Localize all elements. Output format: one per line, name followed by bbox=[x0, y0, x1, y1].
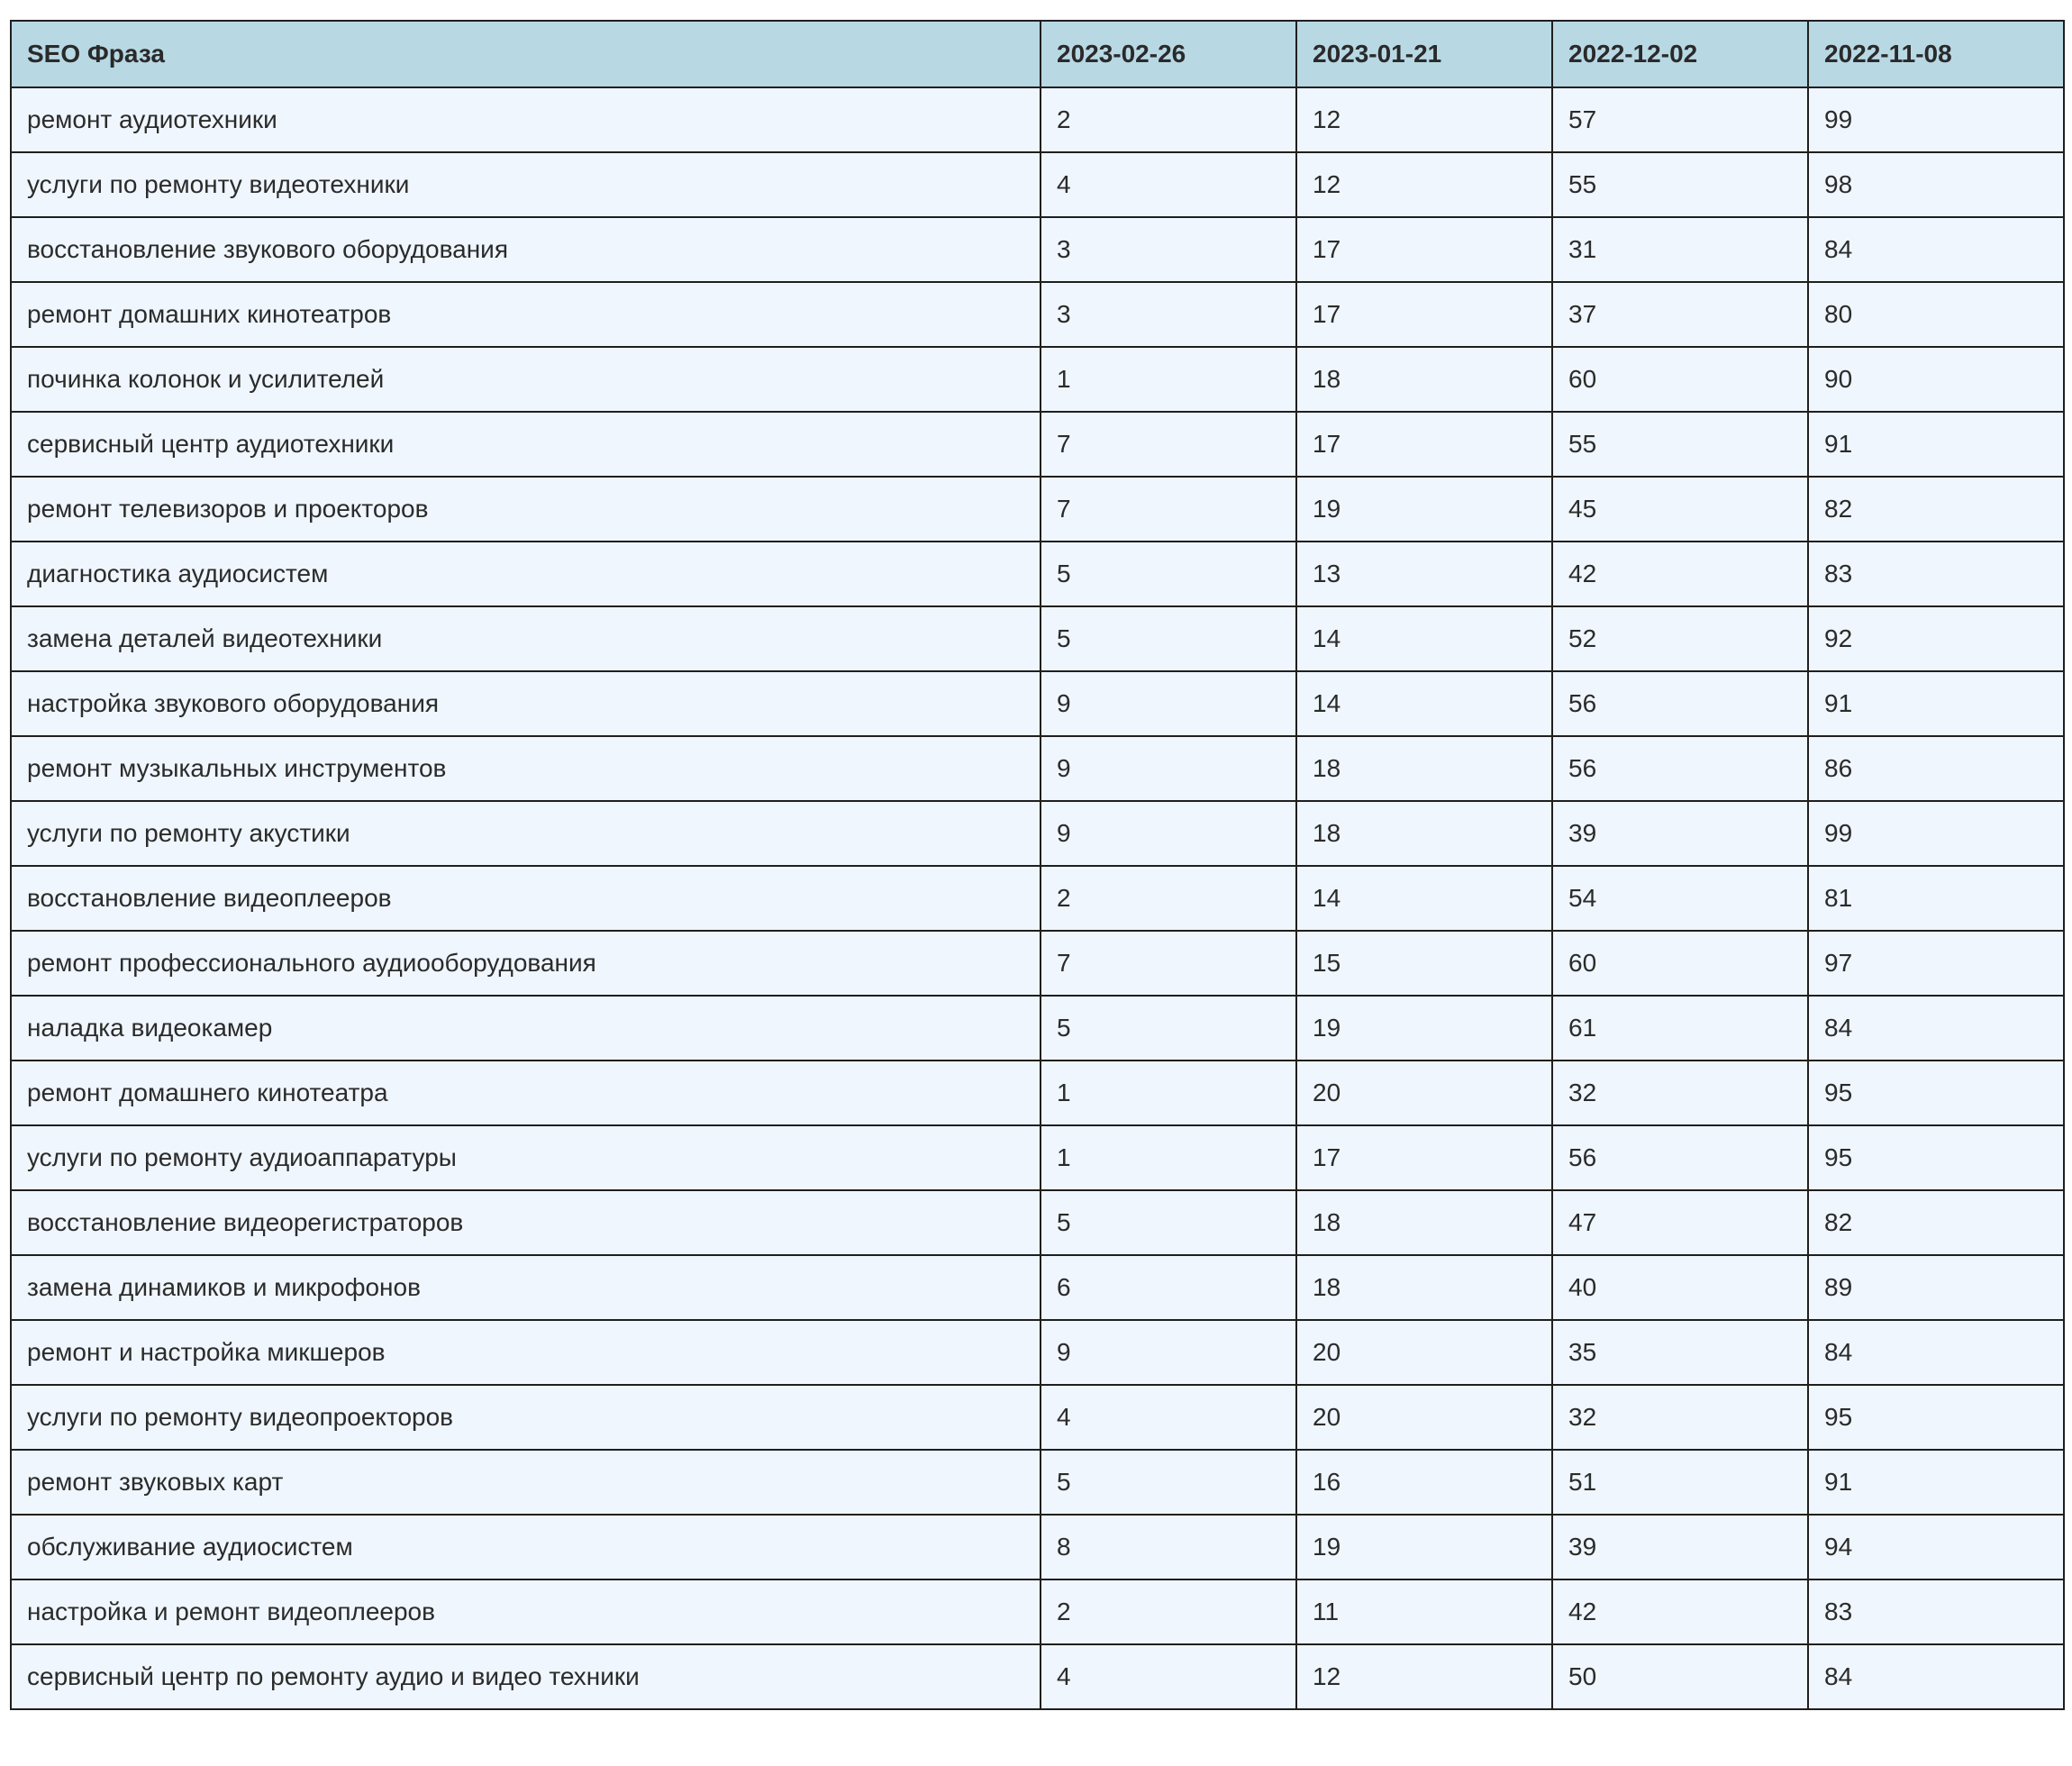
cell-position: 18 bbox=[1296, 801, 1552, 866]
cell-position: 94 bbox=[1808, 1515, 2064, 1579]
table-row bbox=[11, 542, 2064, 606]
cell-position: 39 bbox=[1552, 801, 1808, 866]
table-row bbox=[11, 282, 2064, 347]
cell-position: 19 bbox=[1296, 996, 1552, 1061]
cell-position: 5 bbox=[1041, 1190, 1296, 1255]
cell-position: 56 bbox=[1552, 736, 1808, 801]
cell-position: 20 bbox=[1296, 1061, 1552, 1125]
cell-position: 9 bbox=[1041, 671, 1296, 736]
cell-position: 5 bbox=[1041, 1450, 1296, 1515]
cell-position: 52 bbox=[1552, 606, 1808, 671]
cell-position: 13 bbox=[1296, 542, 1552, 606]
cell-position: 61 bbox=[1552, 996, 1808, 1061]
cell-position: 18 bbox=[1296, 1190, 1552, 1255]
header-date-1: 2023-02-26 bbox=[1041, 21, 1296, 87]
table-row bbox=[11, 736, 2064, 801]
cell-position: 54 bbox=[1552, 866, 1808, 931]
cell-position: 31 bbox=[1552, 217, 1808, 282]
cell-position: 60 bbox=[1552, 931, 1808, 996]
cell-position: 2 bbox=[1041, 87, 1296, 152]
cell-position: 5 bbox=[1041, 542, 1296, 606]
cell-position: 37 bbox=[1552, 282, 1808, 347]
cell-position: 99 bbox=[1808, 87, 2064, 152]
cell-position: 56 bbox=[1552, 1125, 1808, 1190]
cell-position: 55 bbox=[1552, 152, 1808, 217]
cell-position: 86 bbox=[1808, 736, 2064, 801]
table-row bbox=[11, 1190, 2064, 1255]
table-row bbox=[11, 1450, 2064, 1515]
cell-seo-phrase: ремонт звуковых карт bbox=[11, 1450, 1041, 1515]
cell-position: 9 bbox=[1041, 801, 1296, 866]
cell-position: 47 bbox=[1552, 1190, 1808, 1255]
cell-position: 42 bbox=[1552, 542, 1808, 606]
table-row bbox=[11, 152, 2064, 217]
cell-position: 50 bbox=[1552, 1644, 1808, 1709]
cell-position: 35 bbox=[1552, 1320, 1808, 1385]
table-body bbox=[11, 87, 2064, 1709]
table-row bbox=[11, 477, 2064, 542]
cell-seo-phrase: ремонт аудиотехники bbox=[11, 87, 1041, 152]
cell-position: 19 bbox=[1296, 477, 1552, 542]
cell-position: 32 bbox=[1552, 1385, 1808, 1450]
cell-position: 84 bbox=[1808, 217, 2064, 282]
cell-position: 84 bbox=[1808, 996, 2064, 1061]
cell-position: 4 bbox=[1041, 152, 1296, 217]
cell-position: 5 bbox=[1041, 606, 1296, 671]
cell-position: 51 bbox=[1552, 1450, 1808, 1515]
cell-position: 17 bbox=[1296, 217, 1552, 282]
cell-position: 20 bbox=[1296, 1385, 1552, 1450]
header-date-4: 2022-11-08 bbox=[1808, 21, 2064, 87]
table-row bbox=[11, 801, 2064, 866]
cell-position: 18 bbox=[1296, 347, 1552, 412]
cell-position: 84 bbox=[1808, 1644, 2064, 1709]
cell-position: 95 bbox=[1808, 1385, 2064, 1450]
cell-position: 1 bbox=[1041, 1125, 1296, 1190]
cell-position: 9 bbox=[1041, 1320, 1296, 1385]
cell-position: 12 bbox=[1296, 87, 1552, 152]
cell-seo-phrase: услуги по ремонту видеопроекторов bbox=[11, 1385, 1041, 1450]
cell-position: 15 bbox=[1296, 931, 1552, 996]
cell-position: 83 bbox=[1808, 542, 2064, 606]
cell-position: 19 bbox=[1296, 1515, 1552, 1579]
cell-position: 7 bbox=[1041, 931, 1296, 996]
table-row bbox=[11, 1125, 2064, 1190]
cell-position: 60 bbox=[1552, 347, 1808, 412]
header-row bbox=[11, 21, 2064, 87]
cell-position: 3 bbox=[1041, 217, 1296, 282]
cell-seo-phrase: услуги по ремонту видеотехники bbox=[11, 152, 1041, 217]
header-seo-phrase: SEO Фраза bbox=[11, 21, 1041, 87]
cell-position: 92 bbox=[1808, 606, 2064, 671]
cell-seo-phrase: наладка видеокамер bbox=[11, 996, 1041, 1061]
cell-seo-phrase: восстановление видеоплееров bbox=[11, 866, 1041, 931]
cell-position: 2 bbox=[1041, 866, 1296, 931]
cell-position: 8 bbox=[1041, 1515, 1296, 1579]
cell-seo-phrase: ремонт телевизоров и проекторов bbox=[11, 477, 1041, 542]
cell-position: 55 bbox=[1552, 412, 1808, 477]
cell-seo-phrase: восстановление видеорегистраторов bbox=[11, 1190, 1041, 1255]
cell-seo-phrase: ремонт домашнего кинотеатра bbox=[11, 1061, 1041, 1125]
cell-position: 32 bbox=[1552, 1061, 1808, 1125]
cell-seo-phrase: замена деталей видеотехники bbox=[11, 606, 1041, 671]
cell-seo-phrase: настройка звукового оборудования bbox=[11, 671, 1041, 736]
cell-position: 4 bbox=[1041, 1385, 1296, 1450]
table-row bbox=[11, 931, 2064, 996]
cell-seo-phrase: ремонт и настройка микшеров bbox=[11, 1320, 1041, 1385]
cell-position: 5 bbox=[1041, 996, 1296, 1061]
cell-position: 95 bbox=[1808, 1061, 2064, 1125]
cell-position: 17 bbox=[1296, 1125, 1552, 1190]
cell-seo-phrase: обслуживание аудиосистем bbox=[11, 1515, 1041, 1579]
cell-position: 91 bbox=[1808, 1450, 2064, 1515]
table-row bbox=[11, 1644, 2064, 1709]
cell-position: 9 bbox=[1041, 736, 1296, 801]
table-row bbox=[11, 1320, 2064, 1385]
cell-position: 16 bbox=[1296, 1450, 1552, 1515]
cell-position: 82 bbox=[1808, 477, 2064, 542]
cell-position: 17 bbox=[1296, 412, 1552, 477]
cell-position: 2 bbox=[1041, 1579, 1296, 1644]
table-row bbox=[11, 1515, 2064, 1579]
table-row bbox=[11, 1061, 2064, 1125]
table-row bbox=[11, 606, 2064, 671]
table-row bbox=[11, 996, 2064, 1061]
cell-position: 39 bbox=[1552, 1515, 1808, 1579]
table-row bbox=[11, 866, 2064, 931]
cell-position: 91 bbox=[1808, 412, 2064, 477]
cell-position: 14 bbox=[1296, 671, 1552, 736]
cell-position: 18 bbox=[1296, 736, 1552, 801]
table-row bbox=[11, 217, 2064, 282]
cell-seo-phrase: ремонт профессионального аудиооборудования bbox=[11, 931, 1041, 996]
seo-rankings-table bbox=[10, 20, 2065, 1710]
cell-seo-phrase: ремонт домашних кинотеатров bbox=[11, 282, 1041, 347]
cell-position: 99 bbox=[1808, 801, 2064, 866]
table-row bbox=[11, 87, 2064, 152]
cell-position: 1 bbox=[1041, 1061, 1296, 1125]
cell-seo-phrase: услуги по ремонту акустики bbox=[11, 801, 1041, 866]
cell-position: 56 bbox=[1552, 671, 1808, 736]
cell-seo-phrase: ремонт музыкальных инструментов bbox=[11, 736, 1041, 801]
cell-position: 7 bbox=[1041, 412, 1296, 477]
cell-position: 90 bbox=[1808, 347, 2064, 412]
cell-position: 12 bbox=[1296, 1644, 1552, 1709]
cell-position: 40 bbox=[1552, 1255, 1808, 1320]
table-header bbox=[11, 21, 2064, 87]
table-row bbox=[11, 1579, 2064, 1644]
cell-position: 97 bbox=[1808, 931, 2064, 996]
cell-position: 80 bbox=[1808, 282, 2064, 347]
cell-seo-phrase: услуги по ремонту аудиоаппаратуры bbox=[11, 1125, 1041, 1190]
cell-seo-phrase: настройка и ремонт видеоплееров bbox=[11, 1579, 1041, 1644]
header-date-2: 2023-01-21 bbox=[1296, 21, 1552, 87]
cell-position: 7 bbox=[1041, 477, 1296, 542]
cell-position: 1 bbox=[1041, 347, 1296, 412]
cell-position: 12 bbox=[1296, 152, 1552, 217]
table-row bbox=[11, 1385, 2064, 1450]
cell-position: 4 bbox=[1041, 1644, 1296, 1709]
cell-position: 18 bbox=[1296, 1255, 1552, 1320]
cell-position: 81 bbox=[1808, 866, 2064, 931]
cell-position: 82 bbox=[1808, 1190, 2064, 1255]
table-row bbox=[11, 671, 2064, 736]
table-row bbox=[11, 412, 2064, 477]
seo-table-container bbox=[10, 20, 2063, 1710]
table-row bbox=[11, 1255, 2064, 1320]
cell-seo-phrase: замена динамиков и микрофонов bbox=[11, 1255, 1041, 1320]
cell-seo-phrase: сервисный центр аудиотехники bbox=[11, 412, 1041, 477]
cell-position: 91 bbox=[1808, 671, 2064, 736]
cell-position: 17 bbox=[1296, 282, 1552, 347]
cell-position: 6 bbox=[1041, 1255, 1296, 1320]
cell-seo-phrase: диагностика аудиосистем bbox=[11, 542, 1041, 606]
cell-position: 42 bbox=[1552, 1579, 1808, 1644]
cell-position: 84 bbox=[1808, 1320, 2064, 1385]
cell-position: 95 bbox=[1808, 1125, 2064, 1190]
cell-position: 83 bbox=[1808, 1579, 2064, 1644]
cell-position: 14 bbox=[1296, 606, 1552, 671]
cell-position: 14 bbox=[1296, 866, 1552, 931]
cell-position: 11 bbox=[1296, 1579, 1552, 1644]
cell-position: 20 bbox=[1296, 1320, 1552, 1385]
cell-position: 3 bbox=[1041, 282, 1296, 347]
cell-seo-phrase: сервисный центр по ремонту аудио и видео техники bbox=[11, 1644, 1041, 1709]
cell-position: 89 bbox=[1808, 1255, 2064, 1320]
cell-position: 57 bbox=[1552, 87, 1808, 152]
cell-position: 45 bbox=[1552, 477, 1808, 542]
cell-seo-phrase: починка колонок и усилителей bbox=[11, 347, 1041, 412]
cell-seo-phrase: восстановление звукового оборудования bbox=[11, 217, 1041, 282]
table-row bbox=[11, 347, 2064, 412]
header-date-3: 2022-12-02 bbox=[1552, 21, 1808, 87]
cell-position: 98 bbox=[1808, 152, 2064, 217]
